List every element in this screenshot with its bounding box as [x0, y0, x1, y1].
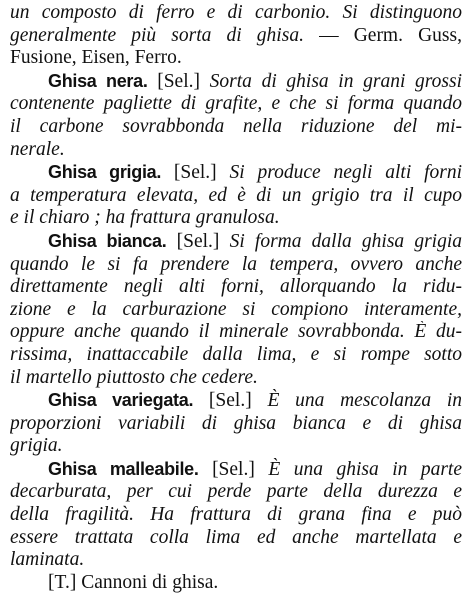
- entry-cannoni: [10, 572, 462, 594]
- headword: Ghisa variegata.: [48, 390, 194, 411]
- source-tag: [Sel.]: [157, 70, 200, 92]
- headword: Ghisa bianca.: [48, 230, 167, 251]
- source-tag: [T.]: [48, 571, 77, 593]
- entry-first-line: [10, 230, 462, 254]
- entry-first-line: [10, 389, 462, 413]
- definition-line: zione e la carburazione si compiono interamente,: [10, 298, 462, 320]
- definition-line: il martello piuttosto che cedere.: [10, 366, 258, 388]
- definition-line: nerale.: [10, 138, 65, 160]
- source-tag: [Sel.]: [176, 230, 220, 252]
- definition-line: il carbone sovrabbonda nella riduzione del mi-: [10, 115, 462, 137]
- source-tag: [Sel.]: [212, 458, 255, 480]
- definition-text: Si produce negli alti forni: [229, 162, 462, 184]
- headword: Ghisa nera.: [48, 70, 148, 91]
- entry-ghisa-bianca: [10, 230, 462, 389]
- definition-line: e il chiaro ; ha frattura granulosa.: [10, 207, 280, 229]
- definition-line: quando le si fa prendere la tempera, ovvero anche: [10, 253, 462, 275]
- definition-line: a temperatura elevata, ed è di un grigio tra il cupo: [10, 184, 462, 206]
- entry-first-line: [10, 70, 462, 94]
- definition-line: della fragilità. Ha frattura di grana fina e può: [10, 504, 462, 526]
- intro-paragraph: [10, 2, 462, 70]
- entry-ghisa-nera: [10, 70, 462, 161]
- definition-text: È una mescolanza in: [267, 390, 462, 412]
- entry-first-line: [10, 161, 462, 185]
- entry-first-line: [10, 458, 462, 482]
- entry-first-line: [10, 572, 462, 594]
- definition-line: proporzioni variabili di ghisa bianca e di ghisa: [10, 412, 462, 434]
- definition-text: È una ghisa in parte: [268, 458, 462, 480]
- definition-text: Si forma dalla ghisa grigia: [229, 230, 462, 252]
- definition-line: rissima, inattaccabile dalla lima, e si rompe sotto: [10, 343, 462, 365]
- definition-line: essere trattata colla lima ed anche martellata e: [10, 526, 462, 548]
- entry-text: Cannoni di ghisa.: [81, 571, 219, 593]
- intro-line: un composto di ferro e di carbonio. Si distinguono: [10, 2, 462, 23]
- definition-line: laminata.: [10, 549, 85, 571]
- intro-line: generalmente più sorta di ghisa. — Germ. Guss,: [10, 24, 462, 46]
- definition-line: contenente pagliette di grafite, e che si forma quando: [10, 93, 462, 115]
- entry-ghisa-grigia: [10, 161, 462, 230]
- intro-line: Fusione, Eisen, Ferro.: [10, 47, 182, 69]
- headword: Ghisa malleabile.: [48, 458, 199, 479]
- entry-ghisa-malleabile: [10, 458, 462, 572]
- definition-line: grigia.: [10, 435, 63, 457]
- headword: Ghisa grigia.: [48, 162, 162, 183]
- definition-line: oppure anche quando il minerale sovrabbonda. È du-: [10, 321, 462, 343]
- definition-text: Sorta di ghisa in grani grossi: [209, 70, 462, 92]
- germ-label: — Germ. Guss,: [303, 24, 462, 46]
- entry-ghisa-variegata: [10, 389, 462, 458]
- source-tag: [Sel.]: [208, 390, 252, 412]
- definition-line: direttamente negli alti forni, allorquando la ridu-: [10, 276, 462, 298]
- source-tag: [Sel.]: [173, 162, 217, 184]
- definition-line: decarburata, per cui perde parte della durezza e: [10, 481, 462, 503]
